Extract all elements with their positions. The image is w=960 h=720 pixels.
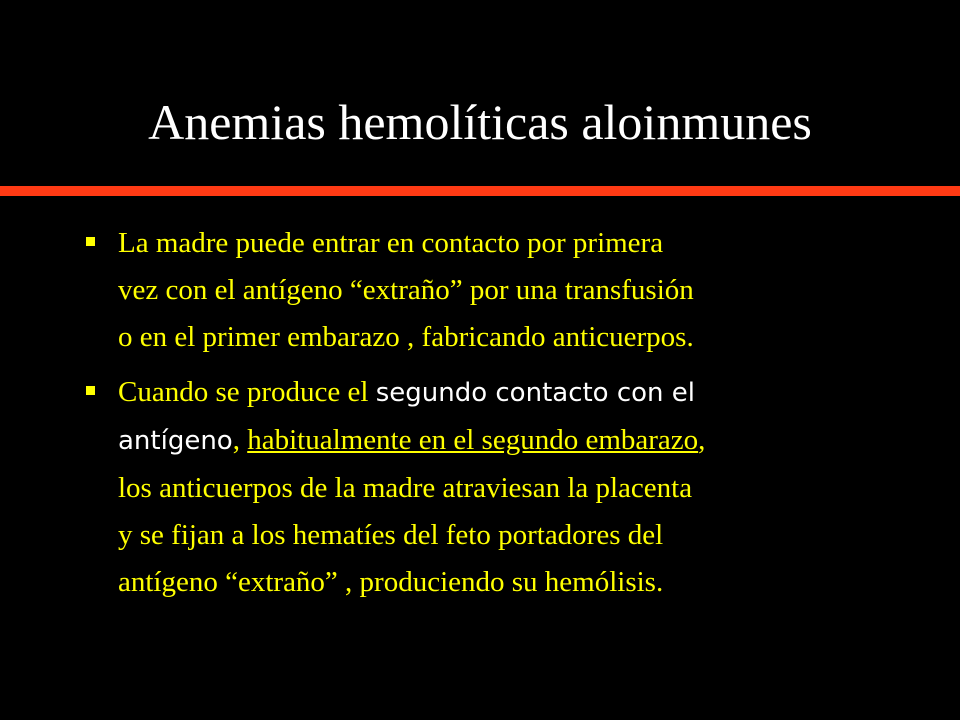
title-divider	[0, 186, 960, 196]
bullet-2-line-4: y se fijan a los hematíes del feto portadores del	[118, 519, 664, 551]
square-bullet-icon	[86, 386, 95, 395]
separator-text: ,	[232, 424, 248, 456]
bullet-2-line-3: los anticuerpos de la madre atraviesan la placenta	[118, 472, 693, 504]
highlight-second-contact: segundo contacto con el	[375, 378, 696, 408]
bullet-1-line-3: o en el primer embarazo , fabricando anticuerpos.	[118, 321, 694, 353]
bullet-list	[84, 220, 884, 614]
bullet-item-2	[84, 369, 884, 606]
bullet-2-line-2	[118, 417, 884, 465]
bullet-2-line-5: antígeno “extraño” , produciendo su hemólisis.	[118, 566, 664, 598]
underlined-second-pregnancy: habitualmente en el segundo embarazo	[247, 424, 699, 456]
highlight-antigen: antígeno	[118, 426, 233, 456]
slide-title: Anemias hemolíticas aloinmunes	[148, 94, 812, 150]
bullet-item-1	[84, 220, 884, 361]
square-bullet-icon	[86, 237, 95, 246]
bullet-1-line-1: La madre puede entrar en contacto por primera	[118, 227, 664, 259]
trailing-comma: ,	[698, 424, 706, 456]
bullet-2-lead-text: Cuando se produce el	[118, 376, 376, 408]
bullet-1-line-2: vez con el antígeno “extraño” por una transfusión	[118, 274, 694, 306]
bullet-2-line-1	[118, 369, 884, 417]
